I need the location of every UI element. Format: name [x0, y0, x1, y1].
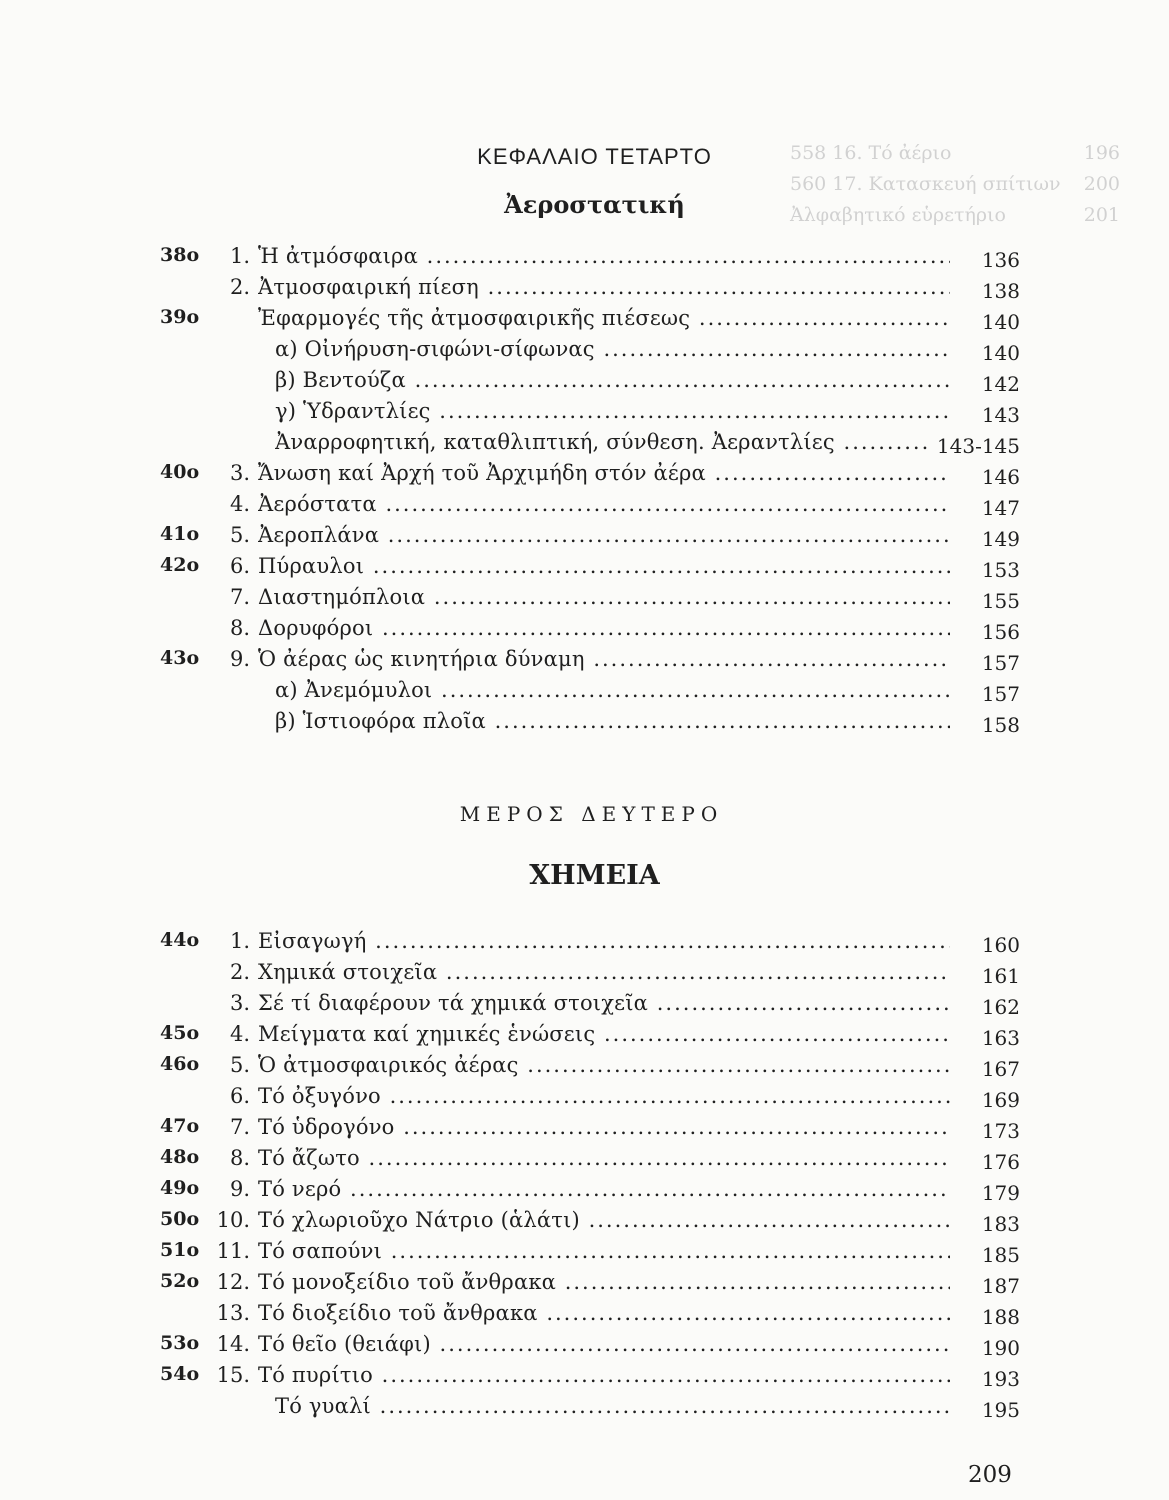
- entry-number: 10.: [216, 1208, 250, 1232]
- toc-entry: [160, 457, 1020, 488]
- entry-page: 140: [976, 341, 1020, 365]
- toc-entry: [160, 1142, 1020, 1173]
- toc-entry: [160, 1204, 1020, 1235]
- entry-number: 2.: [229, 960, 250, 984]
- entry-title: Τό πυρίτιο .....: [258, 1363, 950, 1387]
- entry-page: 138: [976, 279, 1020, 303]
- entry-number: 7.: [229, 1115, 250, 1139]
- toc-entry: [160, 1297, 1020, 1328]
- entry-page: 155: [976, 589, 1020, 613]
- toc-entry: [160, 240, 1020, 271]
- entry-page: 162: [976, 995, 1020, 1019]
- entry-title: Πύραυλοι .....: [258, 554, 950, 578]
- lesson-number: 43ο: [160, 647, 200, 669]
- entry-number: 4.: [229, 492, 250, 516]
- entry-number: 9.: [229, 1177, 250, 1201]
- entry-number: 3.: [229, 461, 250, 485]
- toc-entry: [160, 643, 1020, 674]
- entry-title: Τό διοξείδιο τοῦ ἄνθρακα .....: [258, 1301, 950, 1325]
- entry-page: 158: [976, 713, 1020, 737]
- entry-page: 149: [976, 527, 1020, 551]
- page-number: 209: [968, 1462, 1012, 1488]
- lesson-number: 51ο: [160, 1239, 200, 1261]
- lesson-number: 54ο: [160, 1363, 200, 1385]
- entry-title: Ἄνωση καί Ἀρχή τοῦ Ἀρχιμήδη στόν ἀέρα .....: [258, 461, 950, 485]
- entry-title: Τό σαπούνι .....: [258, 1239, 950, 1263]
- part-label: ΜΕΡΟΣ ΔΕΥΤΕΡΟ: [459, 802, 724, 826]
- lesson-number: 47ο: [160, 1115, 200, 1137]
- entry-number: 13.: [216, 1301, 250, 1325]
- entry-title: Διαστημόπλοια .....: [258, 585, 950, 609]
- entry-page: 143: [976, 403, 1020, 427]
- entry-number: 11.: [216, 1239, 250, 1263]
- chapter-toc: [160, 240, 1020, 736]
- lesson-number: 42ο: [160, 554, 200, 576]
- toc-entry: [160, 1390, 1020, 1421]
- entry-page: 136: [976, 248, 1020, 272]
- entry-title: Τό θεῖο (θειάφι) .....: [258, 1332, 950, 1356]
- entry-page: 146: [976, 465, 1020, 489]
- toc-entry: [160, 333, 1020, 364]
- toc-entry: [160, 1328, 1020, 1359]
- entry-title: Ἀναρροφητική, καταθλιπτική, σύνθεση. Ἀεραντλίες .....: [275, 430, 950, 454]
- entry-title: Ὁ ἀτμοσφαιρικός ἀέρας .....: [258, 1053, 950, 1077]
- entry-title: Μείγματα καί χημικές ἑνώσεις .....: [258, 1022, 950, 1046]
- toc-entry: [160, 426, 1020, 457]
- entry-title: Τό χλωριοῦχο Νάτριο (ἁλάτι) .....: [258, 1208, 950, 1232]
- entry-page: 161: [976, 964, 1020, 988]
- chapter-title: Ἀεροστατική: [504, 190, 685, 219]
- lesson-number: 40ο: [160, 461, 200, 483]
- entry-title: Δορυφόροι .....: [258, 616, 950, 640]
- show-through-page: 196: [1083, 142, 1120, 164]
- entry-title: Ἀτμοσφαιρική πίεση .....: [258, 275, 950, 299]
- entry-title: Τό γυαλί .....: [275, 1394, 950, 1418]
- entry-page: 179: [976, 1181, 1020, 1205]
- entry-number: 8.: [229, 1146, 250, 1170]
- entry-page: 142: [976, 372, 1020, 396]
- toc-entry: [160, 302, 1020, 333]
- toc-entry: [160, 1018, 1020, 1049]
- lesson-number: 46ο: [160, 1053, 200, 1075]
- entry-number: 3.: [229, 991, 250, 1015]
- entry-title: γ) Ὑδραντλίες .....: [275, 399, 950, 423]
- entry-title: Ὁ ἀέρας ὡς κινητήρια δύναμη .....: [258, 647, 950, 671]
- entry-page: 169: [976, 1088, 1020, 1112]
- entry-number: 2.: [229, 275, 250, 299]
- toc-entry: [160, 488, 1020, 519]
- toc-entry: [160, 1235, 1020, 1266]
- entry-number: 7.: [229, 585, 250, 609]
- entry-title: β) Βεντούζα .....: [275, 368, 950, 392]
- lesson-number: 39ο: [160, 306, 200, 328]
- lesson-number: 44ο: [160, 929, 200, 951]
- entry-title: Εἰσαγωγή .....: [258, 929, 950, 953]
- chapter-label: ΚΕΦΑΛΑΙΟ ΤΕΤΑΡΤΟ: [477, 144, 712, 169]
- entry-number: 9.: [229, 647, 250, 671]
- entry-title: Τό ὀξυγόνο .....: [258, 1084, 950, 1108]
- lesson-number: 38ο: [160, 244, 200, 266]
- entry-number: 4.: [229, 1022, 250, 1046]
- entry-page: 140: [976, 310, 1020, 334]
- lesson-number: 41ο: [160, 523, 200, 545]
- lesson-number: 50ο: [160, 1208, 200, 1230]
- lesson-number: 45ο: [160, 1022, 200, 1044]
- toc-entry: [160, 1080, 1020, 1111]
- toc-entry: [160, 1359, 1020, 1390]
- toc-entry: [160, 1111, 1020, 1142]
- entry-number: 15.: [216, 1363, 250, 1387]
- entry-page: 153: [976, 558, 1020, 582]
- entry-page: 173: [976, 1119, 1020, 1143]
- toc-entry: [160, 1173, 1020, 1204]
- entry-number: 14.: [216, 1332, 250, 1356]
- entry-title: Τό ὑδρογόνο .....: [258, 1115, 950, 1139]
- entry-page: 188: [976, 1305, 1020, 1329]
- entry-page: 195: [976, 1398, 1020, 1422]
- entry-page: 187: [976, 1274, 1020, 1298]
- entry-number: 12.: [216, 1270, 250, 1294]
- lesson-number: 53ο: [160, 1332, 200, 1354]
- entry-title: Ἀεροπλάνα .....: [258, 523, 950, 547]
- show-through-page: 200: [1083, 173, 1120, 195]
- show-through-title: 560 17. Κατασκευή σπίτιων: [790, 173, 1061, 195]
- toc-entry: [160, 550, 1020, 581]
- entry-title: Τό νερό .....: [258, 1177, 950, 1201]
- entry-title: Ἀερόστατα .....: [258, 492, 950, 516]
- toc-entry: [160, 395, 1020, 426]
- toc-entry: [160, 674, 1020, 705]
- entry-page: 193: [976, 1367, 1020, 1391]
- toc-entry: [160, 705, 1020, 736]
- entry-page: 147: [976, 496, 1020, 520]
- lesson-number: 49ο: [160, 1177, 200, 1199]
- toc-entry: [160, 1049, 1020, 1080]
- toc-entry: [160, 271, 1020, 302]
- entry-number: 6.: [229, 1084, 250, 1108]
- lesson-number: 48ο: [160, 1146, 200, 1168]
- part-toc: [160, 925, 1020, 1421]
- entry-number: 8.: [229, 616, 250, 640]
- show-through-title: Ἀλφαβητικό εὑρετήριο: [790, 204, 1006, 226]
- entry-page: 143-145: [931, 434, 1020, 458]
- entry-title: β) Ἱστιοφόρα πλοῖα .....: [275, 709, 950, 733]
- toc-entry: [160, 925, 1020, 956]
- entry-title: α) Ἀνεμόμυλοι .....: [275, 678, 950, 702]
- entry-title: Ἐφαρμογές τῆς ἀτμοσφαιρικῆς πιέσεως .....: [258, 306, 950, 330]
- part-title: ΧΗΜΕΙΑ: [529, 860, 660, 891]
- entry-number: 5.: [229, 1053, 250, 1077]
- entry-page: 185: [976, 1243, 1020, 1267]
- entry-number: 1.: [229, 244, 250, 268]
- entry-page: 163: [976, 1026, 1020, 1050]
- entry-page: 183: [976, 1212, 1020, 1236]
- entry-page: 156: [976, 620, 1020, 644]
- entry-page: 160: [976, 933, 1020, 957]
- lesson-number: 52ο: [160, 1270, 200, 1292]
- toc-entry: [160, 612, 1020, 643]
- entry-title: Σέ τί διαφέρουν τά χημικά στοιχεῖα .....: [258, 991, 950, 1015]
- show-through-title: 558 16. Τό ἀέριο: [790, 142, 952, 164]
- entry-page: 190: [976, 1336, 1020, 1360]
- toc-entry: [160, 1266, 1020, 1297]
- entry-number: 6.: [229, 554, 250, 578]
- toc-entry: [160, 956, 1020, 987]
- entry-page: 157: [976, 651, 1020, 675]
- entry-title: Χημικά στοιχεῖα .....: [258, 960, 950, 984]
- entry-page: 157: [976, 682, 1020, 706]
- entry-number: 5.: [229, 523, 250, 547]
- entry-number: 1.: [229, 929, 250, 953]
- toc-entry: [160, 519, 1020, 550]
- toc-entry: [160, 364, 1020, 395]
- entry-page: 167: [976, 1057, 1020, 1081]
- entry-title: Ἡ ἀτμόσφαιρα .....: [258, 244, 950, 268]
- toc-entry: [160, 581, 1020, 612]
- entry-title: Τό ἄζωτο .....: [258, 1146, 950, 1170]
- show-through-page: 201: [1083, 204, 1120, 226]
- toc-entry: [160, 987, 1020, 1018]
- entry-title: α) Οἰνήρυση-σιφώνι-σίφωνας .....: [275, 337, 950, 361]
- entry-page: 176: [976, 1150, 1020, 1174]
- entry-title: Τό μονοξείδιο τοῦ ἄνθρακα .....: [258, 1270, 950, 1294]
